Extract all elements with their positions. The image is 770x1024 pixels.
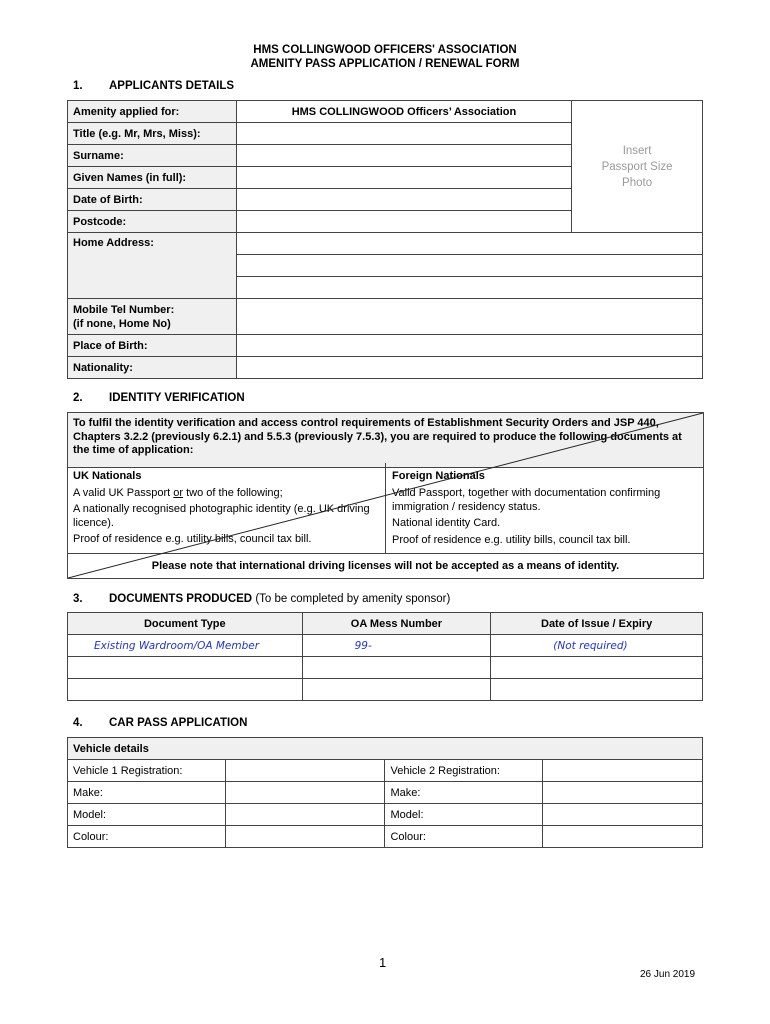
place-of-birth-label: Place of Birth: [68, 335, 237, 357]
foreign-nationals-heading: Foreign Nationals [392, 470, 485, 482]
section3-subtitle: (To be completed by amenity sponsor) [252, 593, 451, 605]
row2-date[interactable] [491, 657, 703, 679]
section2-heading [73, 392, 245, 404]
uk-item1-or: or [173, 487, 184, 499]
v1-model-field[interactable] [225, 804, 385, 826]
section1-heading [73, 80, 234, 92]
home-address-line2[interactable] [236, 255, 702, 277]
col-header-oa-mess: OA Mess Number [302, 613, 491, 635]
postcode-label: Postcode: [68, 211, 237, 233]
section3-title: DOCUMENTS PRODUCED [109, 593, 253, 605]
v2-model-field[interactable] [543, 804, 703, 826]
form-header-line2: AMENITY PASS APPLICATION / RENEWAL FORM [250, 58, 520, 70]
v1-colour-field[interactable] [225, 826, 385, 848]
uk-item2: A nationally recognised photographic identity (e.g. UK driving licence). [73, 503, 370, 529]
mobile-label-line1: Mobile Tel Number: [73, 303, 175, 316]
form-header-line1: HMS COLLINGWOOD OFFICERS' ASSOCIATION [253, 44, 517, 56]
page-number: 1 [379, 955, 387, 970]
identity-verification-box [67, 412, 704, 579]
section4-title: CAR PASS APPLICATION [109, 717, 248, 729]
car-pass-table [67, 737, 703, 848]
v1-reg-field[interactable] [225, 760, 385, 782]
uk-item1-post: two of the following; [183, 487, 283, 499]
v2-reg-label: Vehicle 2 Registration: [385, 760, 543, 782]
section1-number: 1. [73, 80, 83, 92]
amenity-value: HMS COLLINGWOOD Officers’ Association [236, 101, 571, 123]
passport-photo-box[interactable] [572, 101, 703, 233]
section1-title: APPLICANTS DETAILS [109, 80, 235, 92]
v1-make-label: Make: [68, 782, 226, 804]
home-address-line3[interactable] [236, 277, 702, 299]
given-names-field[interactable] [236, 167, 571, 189]
footer-date: 26 Jun 2019 [640, 969, 696, 980]
v2-colour-field[interactable] [543, 826, 703, 848]
photo-line3: Photo [622, 177, 653, 189]
col-header-date: Date of Issue / Expiry [491, 613, 703, 635]
section4-heading [73, 717, 247, 729]
row3-doc-type[interactable] [68, 679, 303, 701]
postcode-field[interactable] [236, 211, 571, 233]
foreign-item2: National identity Card. [392, 517, 501, 529]
section4-number: 4. [73, 717, 83, 729]
vehicle-details-header: Vehicle details [68, 738, 703, 760]
row1-doc-type[interactable]: Existing Wardroom/OA Member [68, 635, 303, 657]
title-field[interactable] [236, 123, 571, 145]
v1-model-label: Model: [68, 804, 226, 826]
nationality-field[interactable] [236, 357, 702, 379]
dob-label: Date of Birth: [68, 189, 237, 211]
dob-field[interactable] [236, 189, 571, 211]
section2-number: 2. [73, 392, 83, 404]
place-of-birth-field[interactable] [236, 335, 702, 357]
v1-make-field[interactable] [225, 782, 385, 804]
foreign-item1: Valid Passport, together with documentation confirming immigration / residency status. [392, 487, 661, 513]
col-header-doc-type: Document Type [68, 613, 303, 635]
mobile-label-line2: (if none, Home No) [73, 317, 171, 330]
mobile-label [68, 299, 237, 335]
uk-nationals-heading: UK Nationals [73, 470, 142, 482]
documents-produced-table [67, 612, 703, 701]
v1-reg-label: Vehicle 1 Registration: [68, 760, 226, 782]
row1-date[interactable]: (Not required) [491, 635, 703, 657]
row3-date[interactable] [491, 679, 703, 701]
title-label: Title (e.g. Mr, Mrs, Miss): [68, 123, 237, 145]
nationality-label: Nationality: [68, 357, 237, 379]
section2-title: IDENTITY VERIFICATION [109, 392, 245, 404]
home-address-line1[interactable] [236, 233, 702, 255]
v2-colour-label: Colour: [385, 826, 543, 848]
mobile-field[interactable] [236, 299, 702, 335]
applicant-details-table [67, 100, 703, 379]
v2-make-label: Make: [385, 782, 543, 804]
surname-field[interactable] [236, 145, 571, 167]
row1-oa-mess[interactable]: 99- [302, 635, 491, 657]
row2-oa-mess[interactable] [302, 657, 491, 679]
section3-heading [73, 593, 450, 605]
uk-item1-text: A valid UK Passport [73, 487, 174, 499]
given-names-label: Given Names (in full): [68, 167, 237, 189]
photo-line2: Passport Size [601, 161, 673, 173]
amenity-label: Amenity applied for: [68, 101, 237, 123]
foreign-item3: Proof of residence e.g. utility bills, council tax bill. [392, 534, 631, 546]
strike-through-line [68, 413, 703, 578]
identity-intro: To fulfil the identity verification and access control requirements of Establishment Security Orders and JSP 440, Chapters 3.2.2 (previously 6.2.1) and 5.5.3 (previously 7.5.3), you are required to produce the following documents at the time of application: [68, 413, 703, 468]
row2-doc-type[interactable] [68, 657, 303, 679]
section3-number: 3. [73, 593, 83, 605]
identity-note: Please note that international driving licenses will not be accepted as a means of identity. [68, 553, 703, 578]
photo-line1: Insert [622, 145, 652, 157]
row3-oa-mess[interactable] [302, 679, 491, 701]
v1-colour-label: Colour: [68, 826, 226, 848]
uk-item3: Proof of residence e.g. utility bills, council tax bill. [73, 533, 312, 545]
surname-label: Surname: [68, 145, 237, 167]
v2-make-field[interactable] [543, 782, 703, 804]
v2-reg-field[interactable] [543, 760, 703, 782]
home-address-label: Home Address: [68, 233, 237, 299]
v2-model-label: Model: [385, 804, 543, 826]
